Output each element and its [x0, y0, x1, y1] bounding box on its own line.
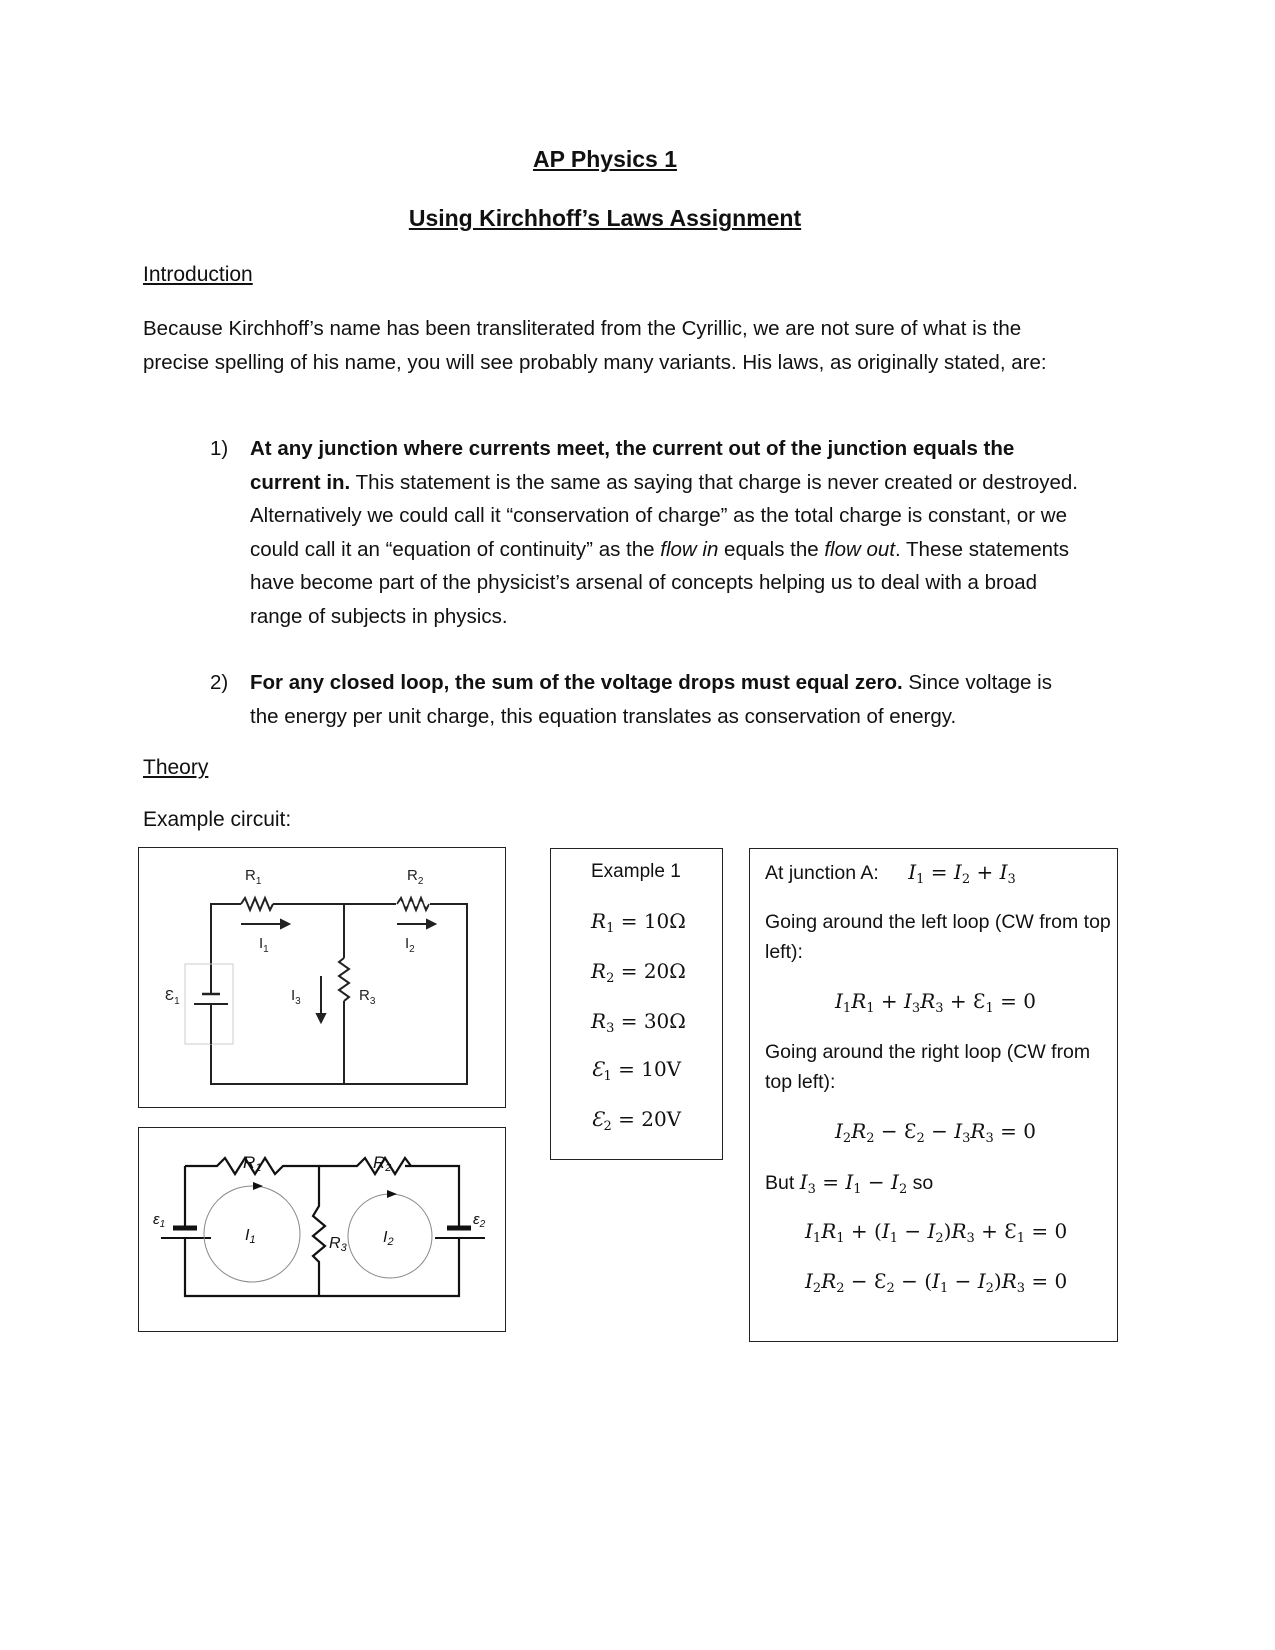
law-1: 1) At any junction where currents meet, the current out of the junction equals the current in. This statement is the same as saying that charge is never created or destroyed. Alternatively we could call it “conservation of charge” as the total charge is constant, or we could call it an “equation of continuity” as the flow in equals the flow out. These statements have become part of the physicist’s arsenal of concepts helping us to deal with a broad range of subjects in physics.: [210, 432, 1080, 633]
analysis-box: [749, 848, 1118, 1342]
value-E1: $Ɛ_1 = 10V$: [591, 1057, 682, 1084]
label-R3: $R_3$: [359, 987, 376, 1007]
circuit-diagram-loop-currents: [138, 1127, 506, 1332]
label-R1: R1: [243, 1153, 262, 1174]
value-R2: $R_2 = 20\Omega$: [591, 959, 686, 986]
law-2-statement: For any closed loop, the sum of the voltage drops must equal zero.: [250, 671, 903, 694]
right-loop-equation: $I_2R_2$ − $Ɛ_2 - I_3R_3 = 0$: [835, 1119, 1036, 1146]
label-I2: $I_2$: [405, 935, 415, 955]
label-R1: $R_1$: [245, 867, 262, 887]
law-1-statement: At any junction where currents meet, the current out of the junction equals the current in.: [250, 437, 1015, 494]
example-circuit-label: Example circuit:: [143, 808, 292, 831]
label-E1: $\varepsilon_1$: [153, 1211, 166, 1230]
right-loop-text: Going around the right loop (CW from top left):: [765, 1041, 1091, 1093]
assignment-title: Using Kirchhoff’s Laws Assignment: [408, 205, 802, 231]
substituted-right-equation: $I_2R_2$ − $Ɛ_2 - (I_1 - I_2)R_3 = 0$: [805, 1269, 1068, 1296]
value-R1: $R_1 = 10\Omega$: [591, 909, 686, 936]
substitution-text: But $I_3 = I_1 - I_2$ so: [765, 1170, 934, 1197]
junction-rule: At junction A: $I_1 = I_2 + I_3$: [765, 860, 1016, 887]
label-E1: $Ɛ_1$: [165, 987, 180, 1007]
left-loop-equation: $I_1R_1 + I_3R_3$ + $Ɛ_1 = 0$: [835, 989, 1036, 1016]
introduction-heading: Introduction: [143, 263, 253, 286]
circuit-schematic: [139, 848, 505, 1107]
left-loop-text: Going around the left loop (CW from top left):: [765, 911, 1111, 963]
value-E2: $Ɛ_2 = 20V$: [591, 1107, 682, 1134]
label-E2: $\varepsilon_2$: [473, 1211, 486, 1230]
label-I2: I2: [383, 1229, 394, 1248]
law-2: 2) For any closed loop, the sum of the voltage drops must equal zero. Since voltage is the energy per unit charge, this equation translates as conservation of energy.: [210, 666, 1080, 733]
theory-heading: Theory: [143, 756, 209, 779]
value-R3: $R_3 = 30\Omega$: [591, 1009, 686, 1036]
label-I1: $I_1$: [259, 935, 269, 955]
label-R2: $R_2$: [407, 867, 424, 887]
label-R3: R3: [329, 1235, 347, 1254]
example-title: Example 1: [591, 861, 681, 882]
label-I1: I1: [245, 1227, 256, 1246]
loop-circuit-schematic: [139, 1128, 505, 1331]
circuit-diagram-branch-currents: [138, 847, 506, 1108]
law-1-number: 1): [210, 437, 229, 460]
law-2-number: 2): [210, 671, 229, 694]
label-I3: $I_3$: [291, 987, 301, 1007]
substituted-left-equation: $I_1R_1 + (I_1 - I_2)R_3$ + $Ɛ_1 = 0$: [805, 1219, 1068, 1246]
label-R2: R2: [373, 1153, 392, 1174]
course-title: AP Physics 1: [532, 146, 678, 172]
example-values-box: [550, 848, 723, 1160]
introduction-paragraph: Because Kirchhoff’s name has been transliterated from the Cyrillic, we are not sure of what is the precise spelling of his name, you will see probably many variants. His laws, as originally stated, are:: [143, 317, 1047, 374]
